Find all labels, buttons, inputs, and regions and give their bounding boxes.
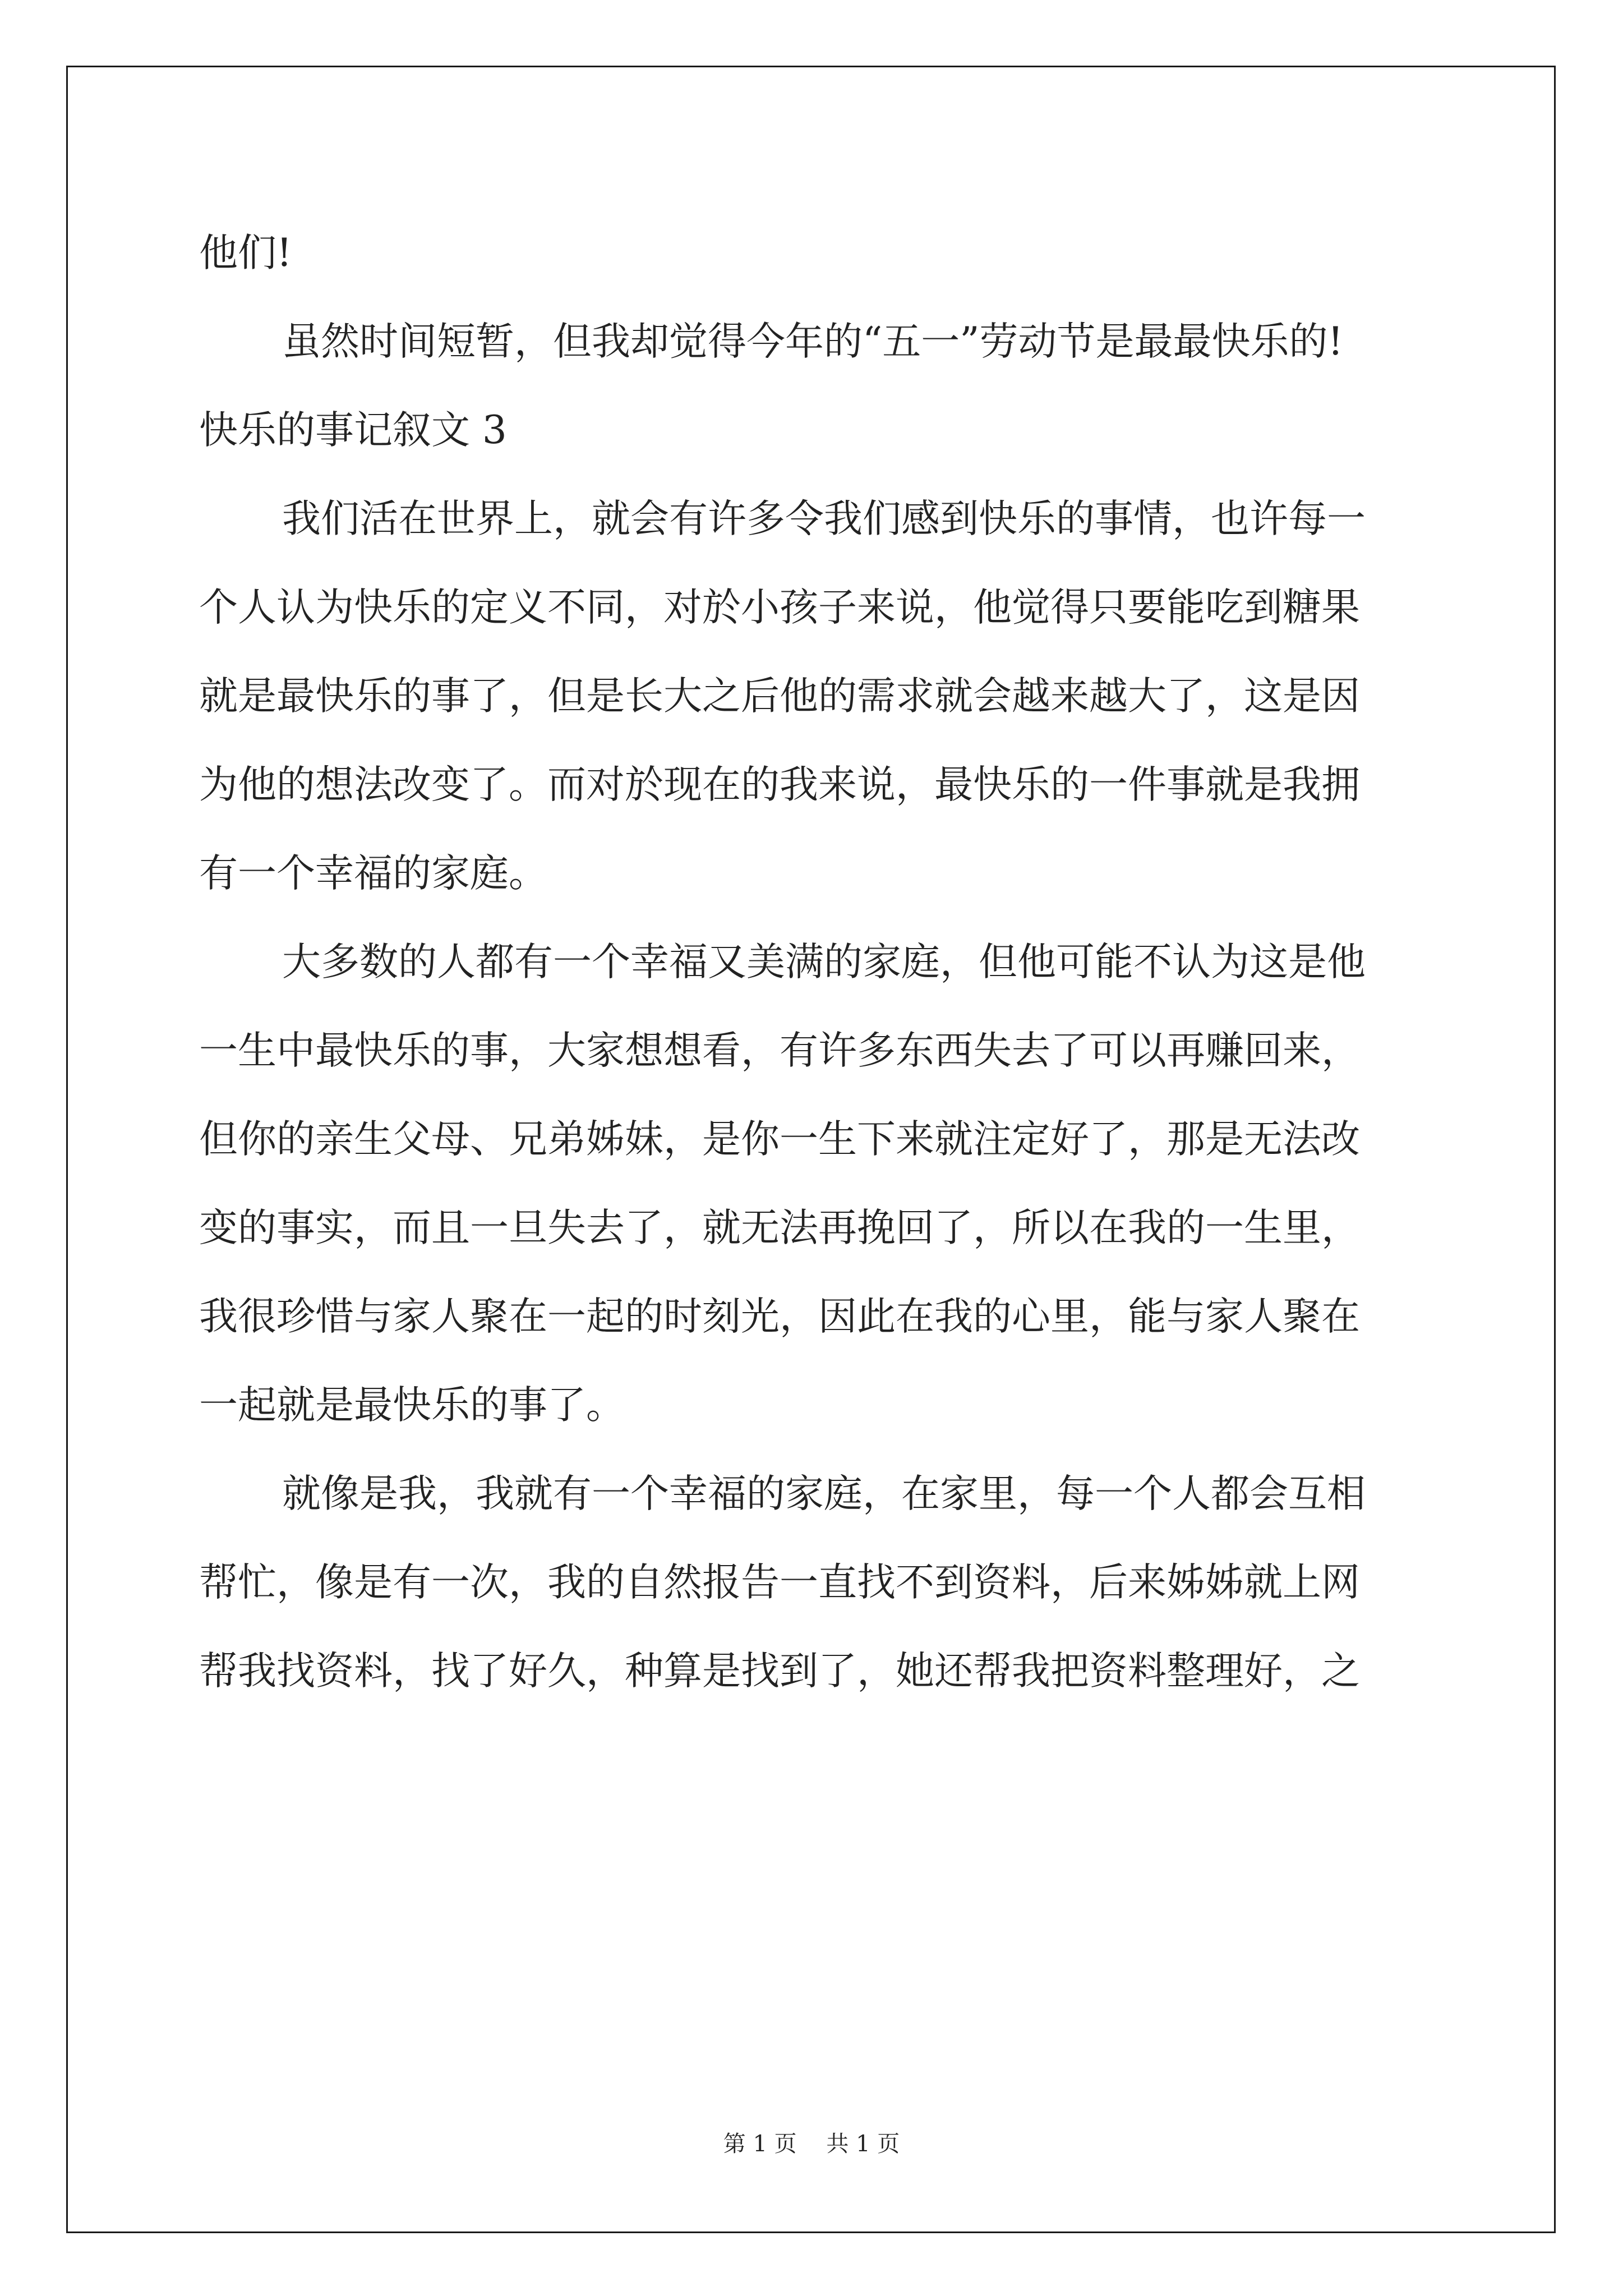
text-line: 就像是我，我就有一个幸福的家庭，在家里，每一个人都会互相 <box>282 1471 1366 1516</box>
page-number: 第 1 页 <box>723 2131 797 2157</box>
text-line: 一起就是最快乐的事了。 <box>199 1383 625 1428</box>
text-line: 就是最快乐的事了，但是长大之后他的需求就会越来越大了，这是因 <box>199 674 1360 719</box>
text-line: 我很珍惜与家人聚在一起的时刻光，因此在我的心里，能与家人聚在 <box>199 1294 1360 1339</box>
section-heading: 快乐的事记叙文 3 <box>199 408 507 453</box>
document-body <box>199 209 1433 1715</box>
text-line: 为他的想法改变了。而对於现在的我来说，最快乐的一件事就是我拥 <box>199 762 1360 807</box>
text-line: 大多数的人都有一个幸福又美满的家庭，但他可能不认为这是他 <box>282 940 1366 984</box>
text-line: 他们! <box>199 231 292 275</box>
text-line: 一生中最快乐的事，大家想想看，有许多东西失去了可以再赚回来， <box>199 1028 1360 1073</box>
text-line: 有一个幸福的家庭。 <box>199 851 547 896</box>
text-line: 虽然时间短暂，但我却觉得今年的“五一”劳动节是最最快乐的! <box>282 319 1344 364</box>
text-line: 我们活在世界上，就会有许多令我们感到快乐的事情，也许每一 <box>282 496 1366 541</box>
text-line: 帮我找资料，找了好久，种算是找到了，她还帮我把资料整理好，之 <box>199 1649 1360 1694</box>
page-footer <box>0 2126 1623 2158</box>
text-line: 个人认为快乐的定义不同，对於小孩子来说，他觉得只要能吃到糖果 <box>199 585 1360 630</box>
text-line: 帮忙，像是有一次，我的自然报告一直找不到资料，后来姊姊就上网 <box>199 1560 1360 1605</box>
text-line: 但你的亲生父母、兄弟姊妹，是你一生下来就注定好了，那是无法改 <box>199 1117 1360 1162</box>
page-total: 共 1 页 <box>826 2131 900 2157</box>
text-line: 变的事实，而且一旦失去了，就无法再挽回了，所以在我的一生里， <box>199 1205 1360 1250</box>
